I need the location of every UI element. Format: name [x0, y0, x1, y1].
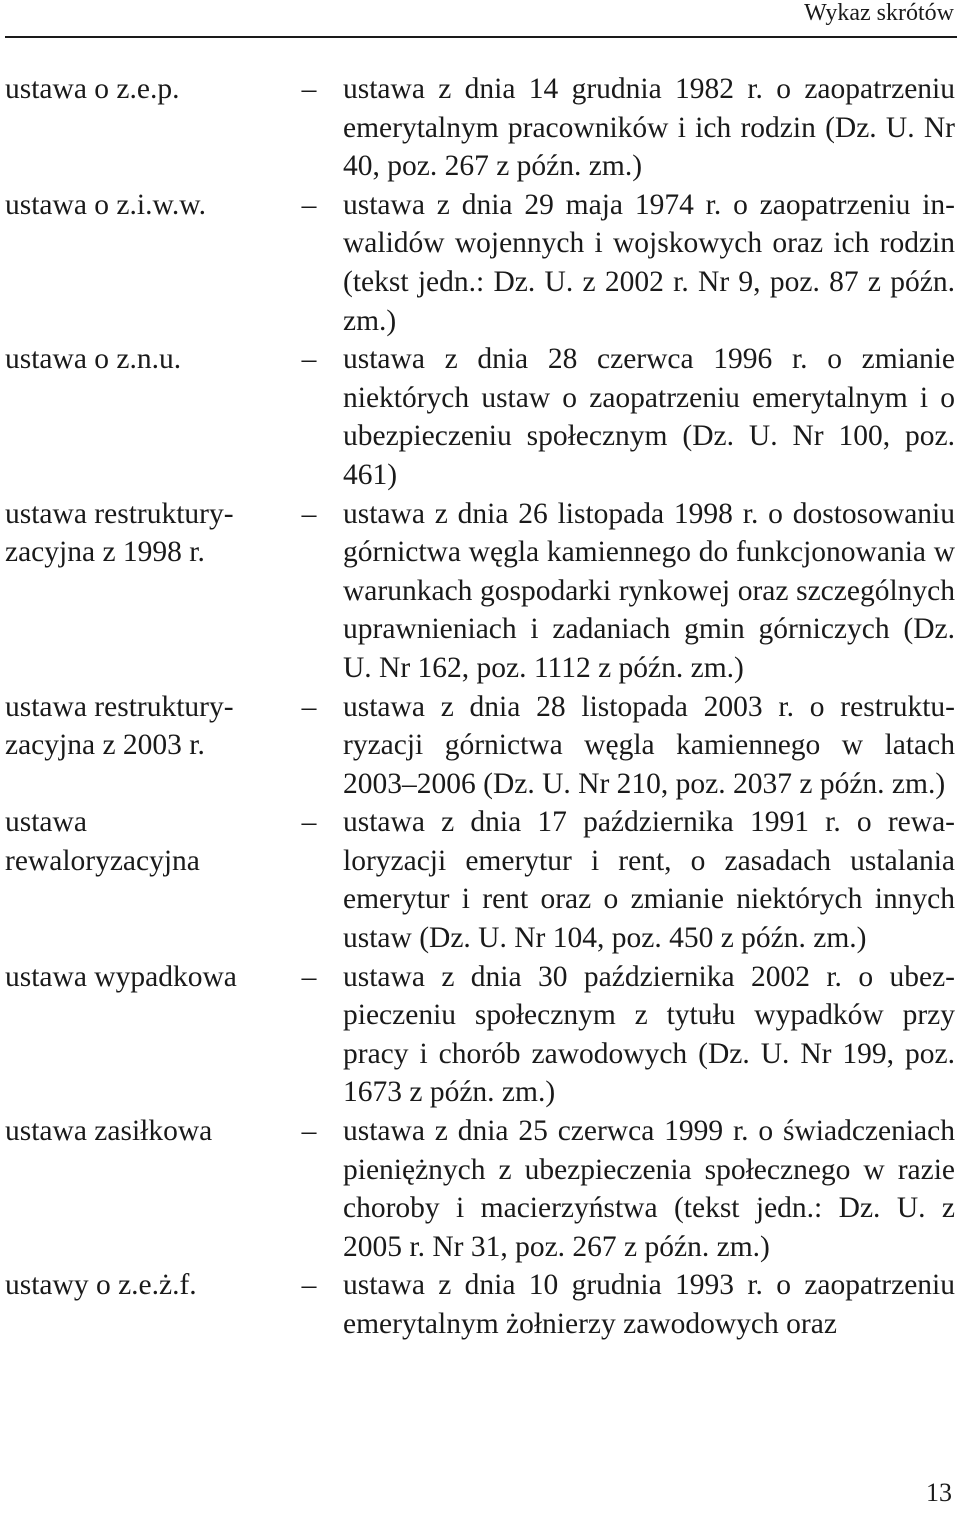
abbreviation-definition: ustawa z dnia 30 października 2002 r. o ubezpieczeniu społecznym z tytułu wypadków przy pracy i chorób zawodowych (Dz. U. Nr 199, poz. 1673 z późn. zm.) [343, 960, 955, 1109]
abbreviation-entry [5, 1266, 955, 1343]
abbreviation-term: ustawa restruktury- zacyjna z 1998 r. [5, 497, 234, 569]
abbreviation-term: ustawy o z.e.ż.f. [5, 1269, 197, 1302]
abbreviation-definition: ustawa z dnia 25 czerwca 1999 r. o świadczeniach pieniężnych z ubezpieczenia społecznego w razie choroby i macierzyństwa (tekst jedn.: Dz. U. z 2005 r. Nr 31, poz. 267 z późn. zm.) [343, 1115, 955, 1263]
entry-dash: – [301, 1115, 317, 1148]
entry-dash: – [301, 343, 317, 376]
abbreviation-list [5, 70, 955, 1344]
abbreviation-term: ustawa o z.n.u. [5, 343, 182, 376]
entry-dash: – [301, 497, 317, 530]
abbreviation-definition: ustawa z dnia 17 października 1991 r. o rewaloryzacji emerytur i rent, o zasadach ustalania emerytur i rent oraz o zmianie niektórych innych ustaw (Dz. U. Nr 104, poz. 450 z późn. zm.) [343, 806, 955, 955]
abbreviation-entry [5, 186, 955, 340]
entry-dash: – [301, 73, 317, 105]
abbreviation-term: ustawa zasiłkowa [5, 1115, 213, 1148]
abbreviation-term: ustawa o z.i.w.w. [5, 188, 206, 221]
header-rule [5, 36, 957, 38]
abbreviation-term: ustawa restruktury- zacyjna z 2003 r. [5, 690, 234, 762]
entry-dash: – [301, 806, 317, 839]
abbreviation-term: ustawa o z.e.p. [5, 73, 180, 105]
abbreviation-definition: ustawa z dnia 14 grudnia 1982 r. o zaopatrzeniu emerytalnym pracowników i ich rodzin (Dz. U. Nr 40, poz. 267 z późn. zm.) [343, 73, 955, 183]
abbreviation-term: ustawa wypadkowa [5, 960, 237, 993]
abbreviation-entry [5, 1112, 955, 1266]
abbreviation-definition: ustawa z dnia 28 listopada 2003 r. o restrukturyzacji górnictwa węgla kamiennego w latach 2003–2006 (Dz. U. Nr 210, poz. 2037 z późn. zm.) [343, 690, 955, 800]
entry-dash: – [301, 690, 317, 723]
abbreviation-entry [5, 688, 955, 804]
abbreviation-entry [5, 958, 955, 1112]
entry-dash: – [301, 960, 317, 993]
abbreviation-definition: ustawa z dnia 26 listopada 1998 r. o dostosowaniu górnictwa węgla kamiennego do funkcjonowania w warunkach gospodarki rynkowej oraz szczególnych uprawnieniach i zadaniach gmin górniczych (Dz. U. Nr 162, poz. 1112 z późn. zm.) [343, 497, 955, 684]
abbreviation-entry [5, 340, 955, 494]
abbreviation-entry [5, 495, 955, 688]
entry-dash: – [301, 188, 317, 221]
running-header: Wykaz skrótów [804, 0, 954, 26]
abbreviation-definition: ustawa z dnia 28 czerwca 1996 r. o zmianie niektórych ustaw o zaopatrzeniu emerytalnym i o ubezpieczeniu społecznym (Dz. U. Nr 100, poz. 461) [343, 343, 955, 491]
abbreviation-definition: ustawa z dnia 29 maja 1974 r. o zaopatrzeniu inwalidów wojennych i wojskowych oraz ich rodzin (tekst jedn.: Dz. U. z 2002 r. Nr 9, poz. 87 z późn. zm.) [343, 188, 955, 337]
abbreviation-entry [5, 803, 955, 957]
abbreviation-definition: ustawa z dnia 10 grudnia 1993 r. o zaopatrzeniu emerytalnym żołnierzy zawodowych oraz [343, 1269, 955, 1340]
page-number: 13 [926, 1478, 952, 1507]
entry-dash: – [301, 1269, 317, 1302]
abbreviation-term: ustawa rewaloryzacyjna [5, 806, 200, 877]
abbreviation-entry [5, 70, 955, 186]
